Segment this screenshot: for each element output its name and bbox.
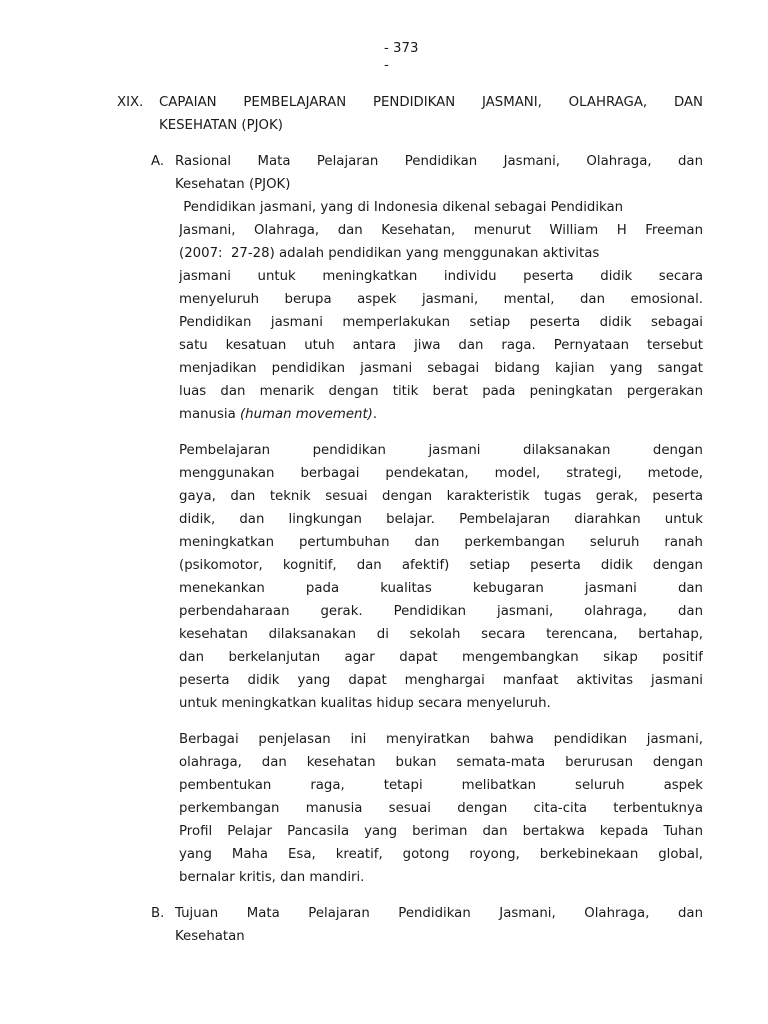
paragraph-line: peserta didik yang dapat menghargai manfaat aktivitas jasmani	[179, 673, 703, 688]
paragraph-line: menggunakan berbagai pendekatan, model, strategi, metode,	[179, 466, 703, 481]
paragraph-line: satu kesatuan utuh antara jiwa dan raga. Pernyataan tersebut	[179, 338, 703, 353]
subsection-a-title-line1: Rasional Mata Pelajaran Pendidikan Jasmani, Olahraga, dan	[175, 154, 703, 169]
paragraph-line: Pendidikan jasmani, yang di Indonesia dikenal sebagai Pendidikan	[179, 200, 624, 215]
subsection-b-title-line1: Tujuan Mata Pelajaran Pendidikan Jasmani, Olahraga, dan	[175, 906, 703, 921]
section-number: XIX.	[117, 95, 144, 110]
paragraph-line: olahraga, dan kesehatan bukan semata-mata berurusan dengan	[179, 755, 703, 770]
paragraph-line: (2007: 27-28) adalah pendidikan yang menggunakan aktivitas	[179, 246, 600, 261]
paragraph-line: menyeluruh berupa aspek jasmani, mental, dan emosional.	[179, 292, 703, 307]
paragraph-line: gaya, dan teknik sesuai dengan karakteristik tugas gerak, peserta	[179, 489, 703, 504]
paragraph-line: Pendidikan jasmani memperlakukan setiap peserta didik sebagai	[179, 315, 703, 330]
paragraph-line: bernalar kritis, dan mandiri.	[179, 870, 365, 885]
subsection-b-marker: B.	[151, 906, 165, 921]
paragraph-line: meningkatkan pertumbuhan dan perkembangan seluruh ranah	[179, 535, 703, 550]
section-title-line1: CAPAIAN PEMBELAJARAN PENDIDIKAN JASMANI, OLAHRAGA, DAN	[159, 95, 703, 110]
page-number-line2: -	[384, 58, 389, 73]
page-number	[384, 40, 444, 74]
paragraph-line: perkembangan manusia sesuai dengan cita-cita terbentuknya	[179, 801, 703, 816]
paragraph-line: Berbagai penjelasan ini menyiratkan bahwa pendidikan jasmani,	[179, 732, 703, 747]
paragraph-line: kesehatan dilaksanakan di sekolah secara terencana, bertahap,	[179, 627, 703, 642]
paragraph-last-line	[179, 403, 377, 426]
subsection-a-marker: A.	[151, 154, 165, 169]
paragraph-line: perbendaharaan gerak. Pendidikan jasmani, olahraga, dan	[179, 604, 703, 619]
paragraph-line: Pembelajaran pendidikan jasmani dilaksanakan dengan	[179, 443, 703, 458]
italic-term: (human movement)	[239, 407, 373, 422]
section-title-line2: KESEHATAN (PJOK)	[159, 118, 283, 133]
paragraph-line: didik, dan lingkungan belajar. Pembelajaran diarahkan untuk	[179, 512, 703, 527]
paragraph-line: (psikomotor, kognitif, dan afektif) setiap peserta didik dengan	[179, 558, 703, 573]
subsection-a-title-line2: Kesehatan (PJOK)	[175, 177, 291, 192]
paragraph-line: Profil Pelajar Pancasila yang beriman dan bertakwa kepada Tuhan	[179, 824, 703, 839]
subsection-b-title-line2: Kesehatan	[175, 929, 245, 944]
paragraph-text: manusia	[179, 407, 240, 422]
paragraph-line: menjadikan pendidikan jasmani sebagai bidang kajian yang sangat	[179, 361, 703, 376]
paragraph-line: untuk meningkatkan kualitas hidup secara menyeluruh.	[179, 696, 551, 711]
page-number-line1: - 373	[384, 41, 419, 56]
paragraph-text: .	[372, 407, 378, 422]
paragraph-line: pembentukan raga, tetapi melibatkan seluruh aspek	[179, 778, 703, 793]
paragraph-line: Jasmani, Olahraga, dan Kesehatan, menurut William H Freeman	[179, 223, 703, 238]
paragraph-line: jasmani untuk meningkatkan individu peserta didik secara	[179, 269, 703, 284]
paragraph-line: menekankan pada kualitas kebugaran jasmani dan	[179, 581, 703, 596]
paragraph-line: dan berkelanjutan agar dapat mengembangkan sikap positif	[179, 650, 703, 665]
paragraph-line: luas dan menarik dengan titik berat pada peningkatan pergerakan	[179, 384, 703, 399]
paragraph-line: yang Maha Esa, kreatif, gotong royong, berkebinekaan global,	[179, 847, 703, 862]
